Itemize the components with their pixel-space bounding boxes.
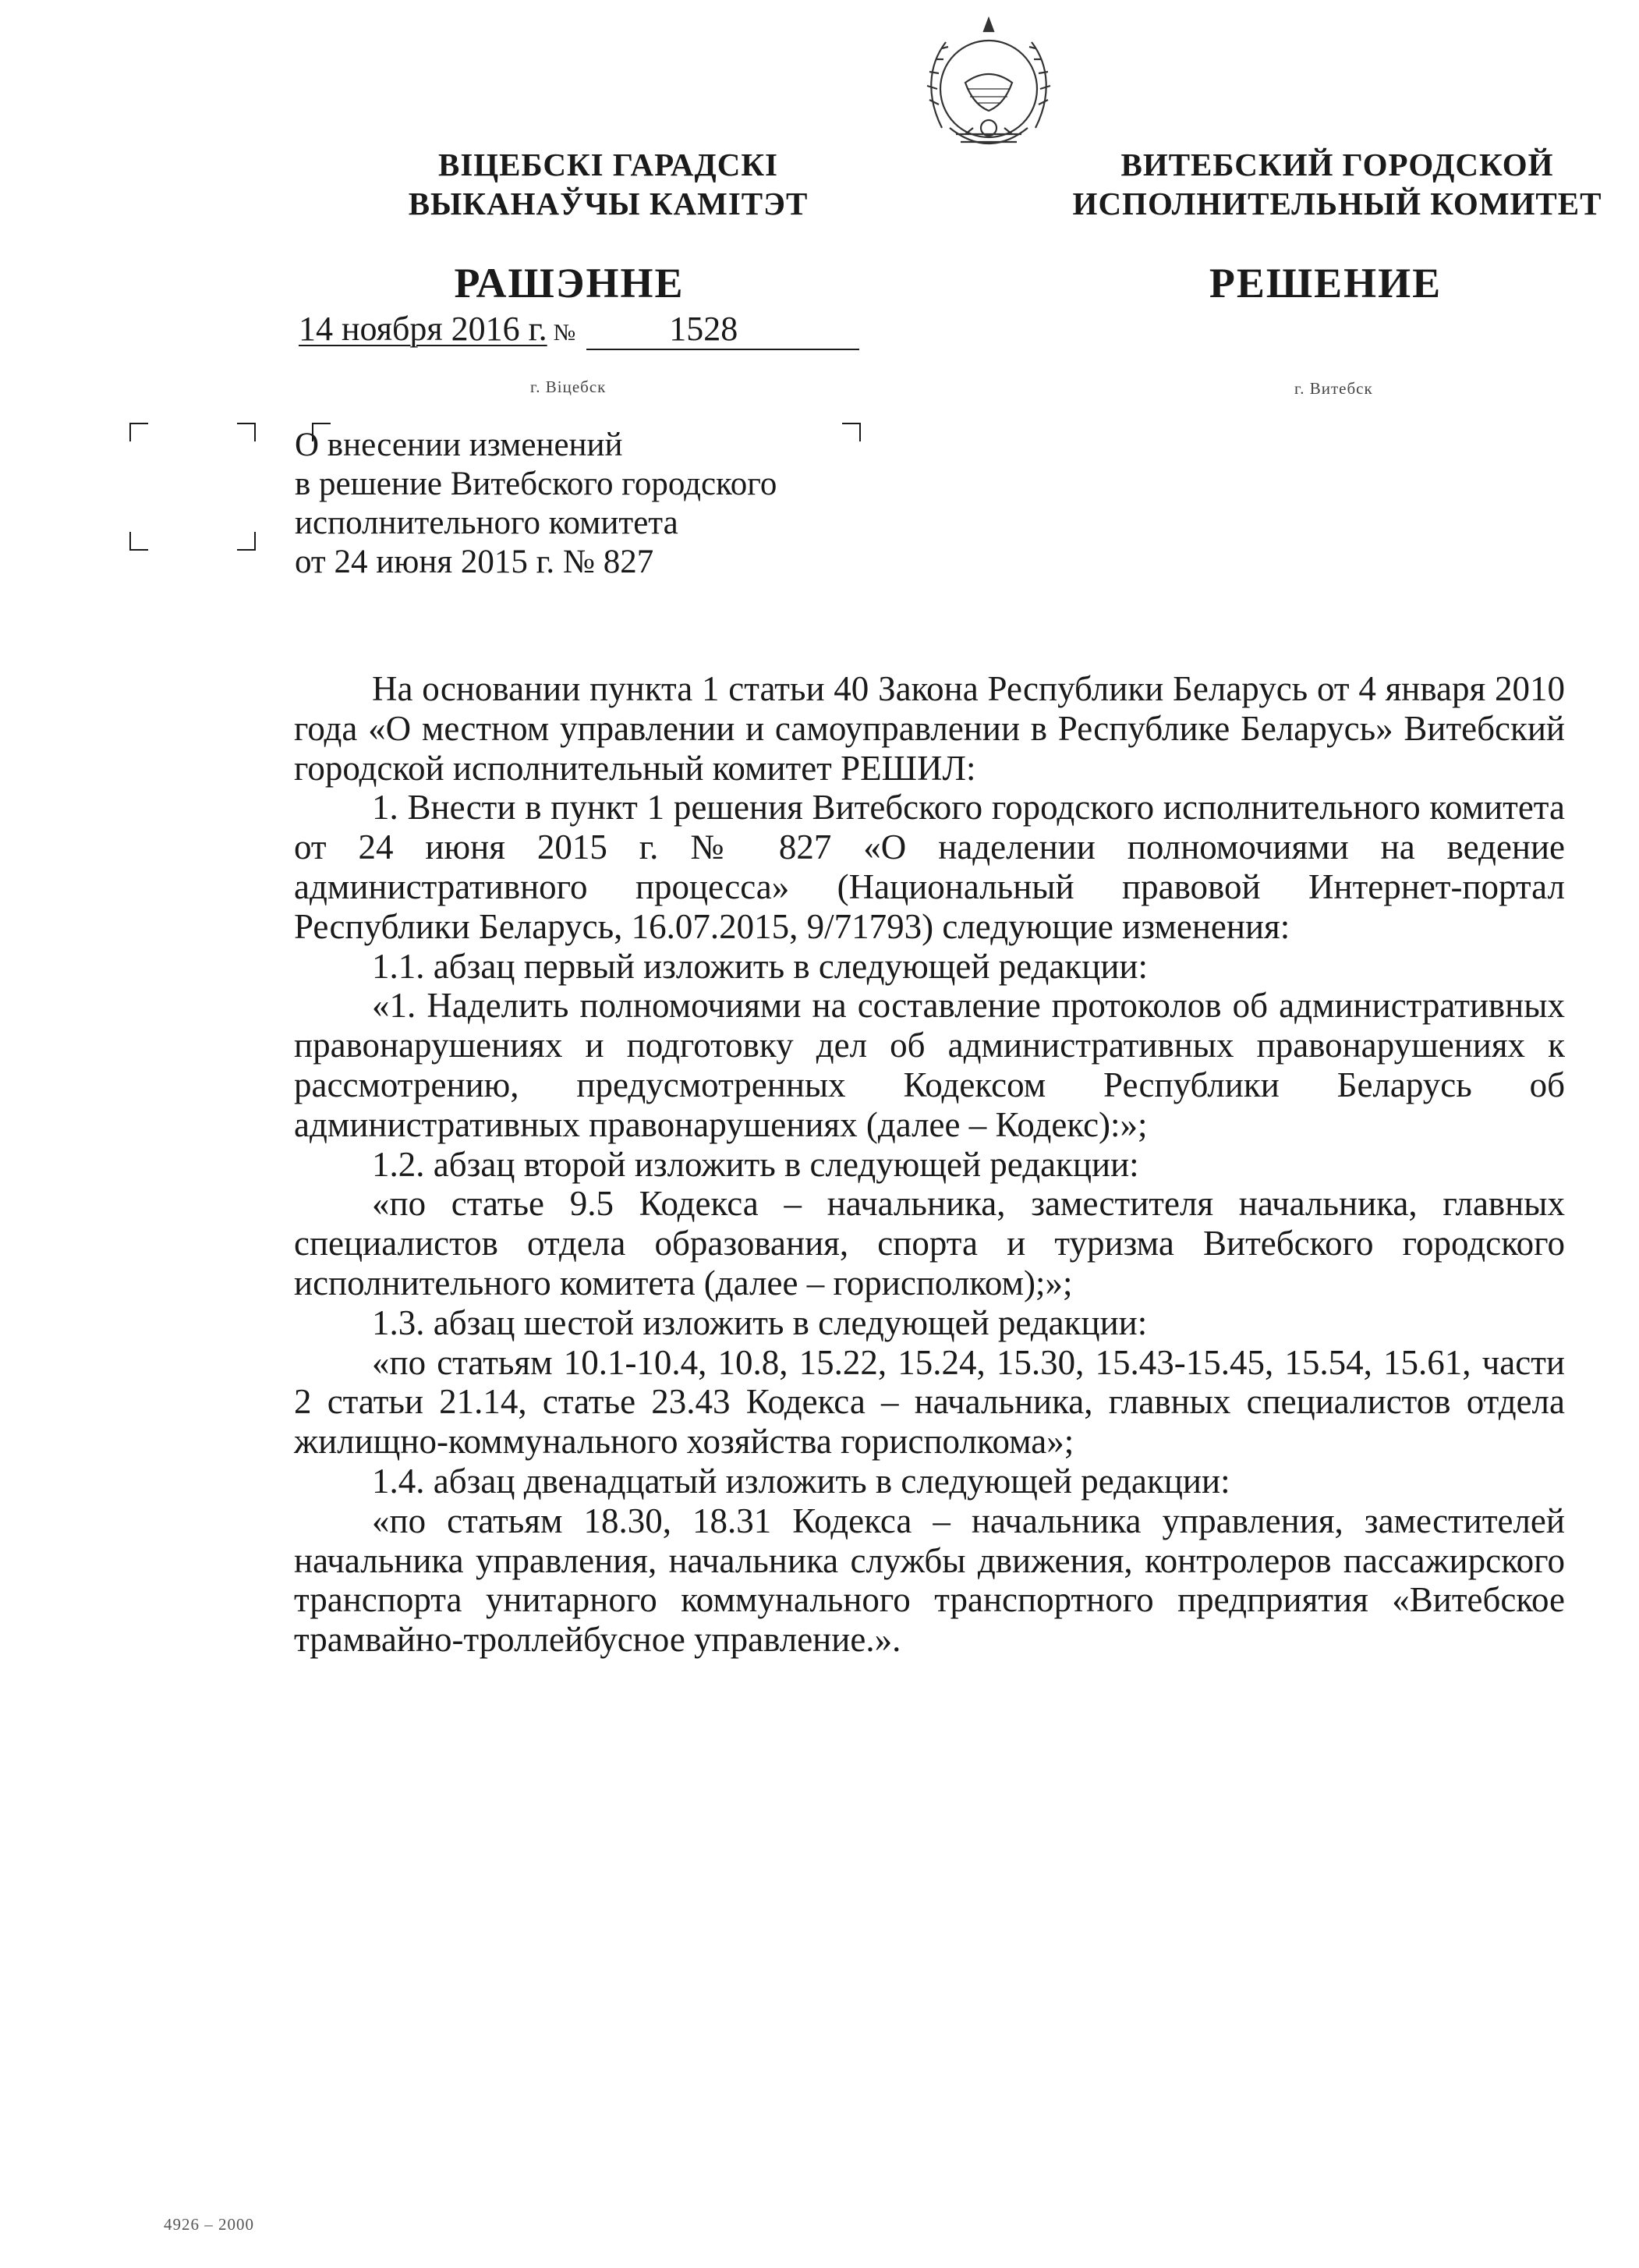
body-paragraph-quote-4: «по статьям 18.30, 18.31 Кодекса – начальника управления, заместителей начальника управления, начальника службы движения, контролеров пассажирского транспорта унитарного коммунального транспортного предприятия «Витебское трамвайно-троллейбусное управление.».: [294, 1501, 1565, 1660]
date-number-line: [299, 309, 859, 350]
corner-bracket-bottom-left: [129, 532, 148, 551]
number-sign: №: [553, 320, 576, 346]
body-paragraph-preamble: На основании пункта 1 статьи 40 Закона Республики Беларусь от 4 января 2010 года «О местном управлении и самоуправлении в Республике Беларусь» Витебский городской исполнительный комитет РЕШИЛ:: [294, 669, 1565, 788]
corner-bracket-top-center: [237, 423, 256, 441]
organization-name-be-line1: ВІЦЕБСКІ ГАРАДСКІ: [437, 147, 779, 183]
subject-line: О внесении изменений: [295, 427, 623, 463]
decision-body: [294, 669, 1565, 1660]
body-paragraph-item-1-1: 1.1. абзац первый изложить в следующей редакции:: [372, 946, 1149, 986]
organization-name-ru-line2: ИСПОЛНИТЕЛЬНЫЙ КОМИТЕТ: [1072, 186, 1602, 221]
subject-line: в решение Витебского городского: [295, 466, 777, 502]
state-emblem-icon: [911, 11, 1067, 167]
decision-subject: [295, 426, 996, 582]
decision-date: 14 ноября 2016 г.: [299, 310, 547, 348]
city-ru: г. Витебск: [1294, 379, 1373, 398]
corner-bracket-bottom-center: [237, 532, 256, 551]
body-paragraph-item-1-4: 1.4. абзац двенадцатый изложить в следующей редакции:: [372, 1461, 1230, 1501]
organization-name-be-line2: ВЫКАНАЎЧЫ КАМІТЭТ: [408, 186, 809, 221]
organization-name-be: [327, 145, 889, 223]
body-paragraph-quote-3: «по статьям 10.1-10.4, 10.8, 15.22, 15.24, 15.30, 15.43-15.45, 15.54, 15.61, части 2 статьи 21.14, статье 23.43 Кодекса – начальника, главных специалистов отдела жилищно-коммунального хозяйства горисполкома»;: [294, 1342, 1565, 1462]
organization-name-ru: [1037, 145, 1637, 223]
document-title-ru: РЕШЕНИЕ: [1209, 260, 1443, 307]
body-paragraph-item-1-2: 1.2. абзац второй изложить в следующей редакции:: [372, 1144, 1139, 1184]
form-code: 4926 – 2000: [164, 2215, 254, 2234]
body-paragraph-item-1-3: 1.3. абзац шестой изложить в следующей редакции:: [372, 1302, 1148, 1342]
city-be: г. Віцебск: [530, 377, 607, 396]
body-paragraph-quote-2: «по статье 9.5 Кодекса – начальника, заместителя начальника, главных специалистов отдела образования, спорта и туризма Витебского городского исполнительного комитета (далее – горисполком);»;: [294, 1184, 1565, 1302]
decision-number: 1528: [586, 310, 859, 350]
subject-line: от 24 июня 2015 г. № 827: [295, 544, 654, 580]
subject-line: исполнительного комитета: [295, 505, 678, 541]
organization-name-ru-line1: ВИТЕБСКИЙ ГОРОДСКОЙ: [1120, 147, 1554, 183]
body-paragraph-quote-1: «1. Наделить полномочиями на составление протоколов об административных правонарушениях и подготовку дел об административных правонарушениях к рассмотрению, предусмотренных Кодексом Республики Беларусь об административных правонарушениях (далее – Кодекс):»;: [294, 986, 1565, 1144]
document-title-be: РАШЭННЕ: [454, 260, 685, 307]
body-paragraph-item-1: 1. Внести в пункт 1 решения Витебского городского исполнительного комитета от 24 июня 2015 г. № 827 «О наделении полномочиями на ведение административного процесса» (Национальный правовой Интернет-портал Республики Беларусь, 16.07.2015, 9/71793) следующие изменения:: [294, 788, 1565, 946]
corner-bracket-top-left: [129, 423, 148, 441]
